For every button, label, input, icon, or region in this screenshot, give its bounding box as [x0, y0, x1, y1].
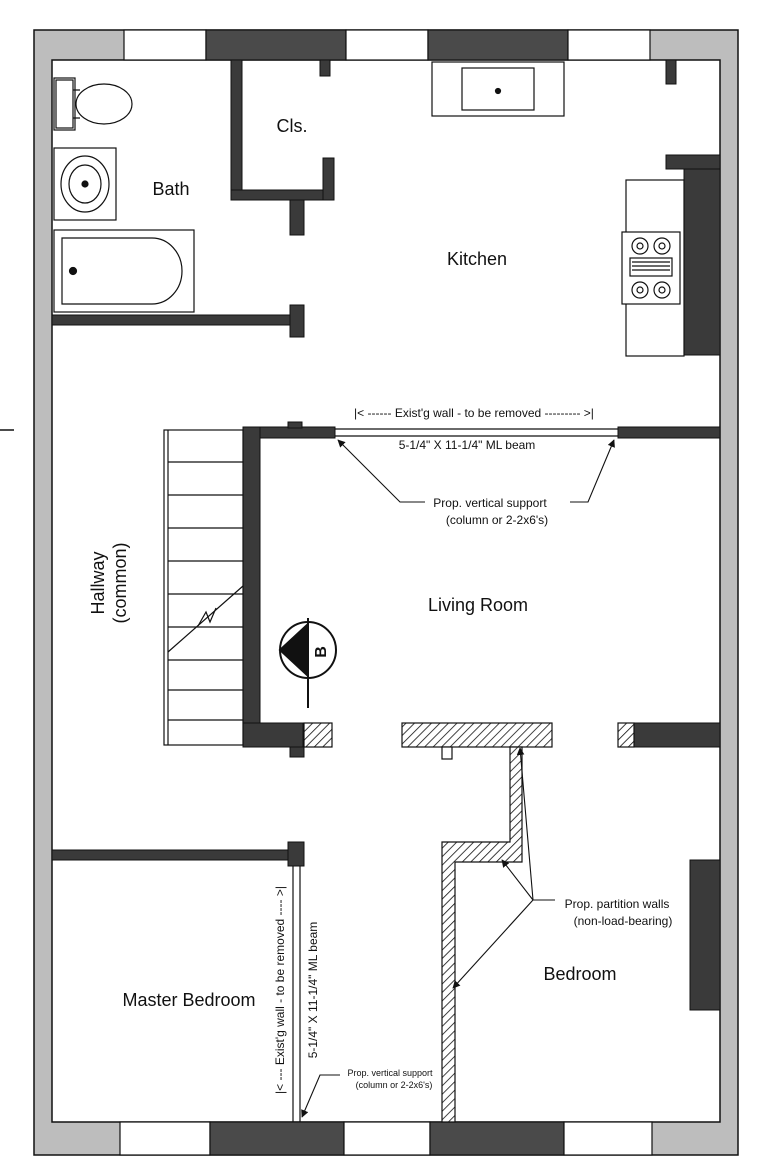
- partition-segment: [402, 723, 552, 747]
- partition-l-wall: [442, 747, 522, 1122]
- interior-walls: [52, 60, 720, 1010]
- partition-note-line1: Prop. partition walls: [564, 897, 670, 911]
- kitchen-sink-icon: [432, 62, 564, 116]
- master-beam-note: 5-1/4" X 11-1/4" ML beam: [306, 921, 320, 1059]
- partition-note-line2: (non-load-bearing): [573, 914, 673, 928]
- room-label-closet: Cls.: [276, 116, 308, 136]
- toilet-icon: [54, 78, 132, 130]
- partition-segment: [618, 723, 634, 747]
- room-label-bedroom: Bedroom: [543, 964, 617, 984]
- leader-partition-top: [520, 748, 555, 900]
- kitchen-wall-removed-note: |< ------ Exist'g wall - to be removed --------- >|: [354, 406, 594, 420]
- hallway-label-line2: (common): [110, 542, 130, 624]
- leader-master-support: [302, 1075, 340, 1117]
- windows-bottom: [120, 1122, 652, 1155]
- section-marker-label: B: [313, 646, 330, 658]
- room-label-kitchen: Kitchen: [446, 249, 508, 269]
- master-support-note-line1: Prop. vertical support: [347, 1068, 433, 1078]
- kitchen-beam-note: 5-1/4" X 11-1/4" ML beam: [398, 438, 536, 452]
- staircase: [164, 430, 243, 745]
- section-marker: [280, 618, 336, 708]
- leader-kitchen-support-right: [570, 440, 614, 502]
- master-support-note-line2: (column or 2-2x6's): [355, 1080, 433, 1090]
- master-wall-removed-note: |< --- Exist'g wall - to be removed ---- >|: [273, 886, 287, 1094]
- leader-partition-mid: [502, 860, 533, 900]
- leader-partition-low: [453, 900, 533, 988]
- room-label-hallway: [88, 542, 130, 623]
- partition-segment: [304, 723, 332, 747]
- kitchen-support-note-line2: (column or 2-2x6's): [445, 513, 549, 527]
- room-label-bath: Bath: [152, 179, 190, 199]
- stove-icon: [622, 232, 680, 304]
- kitchen-fixtures: [432, 62, 684, 356]
- kitchen-support-note-line1: Prop. vertical support: [433, 496, 547, 510]
- hallway-label-line1: Hallway: [88, 551, 108, 615]
- sink-icon: [54, 148, 116, 220]
- bathtub-icon: [54, 230, 194, 312]
- room-label-master-bedroom: Master Bedroom: [122, 990, 256, 1010]
- room-label-living-room: Living Room: [427, 595, 529, 615]
- partition-stub: [442, 747, 452, 759]
- windows-top: [124, 30, 650, 60]
